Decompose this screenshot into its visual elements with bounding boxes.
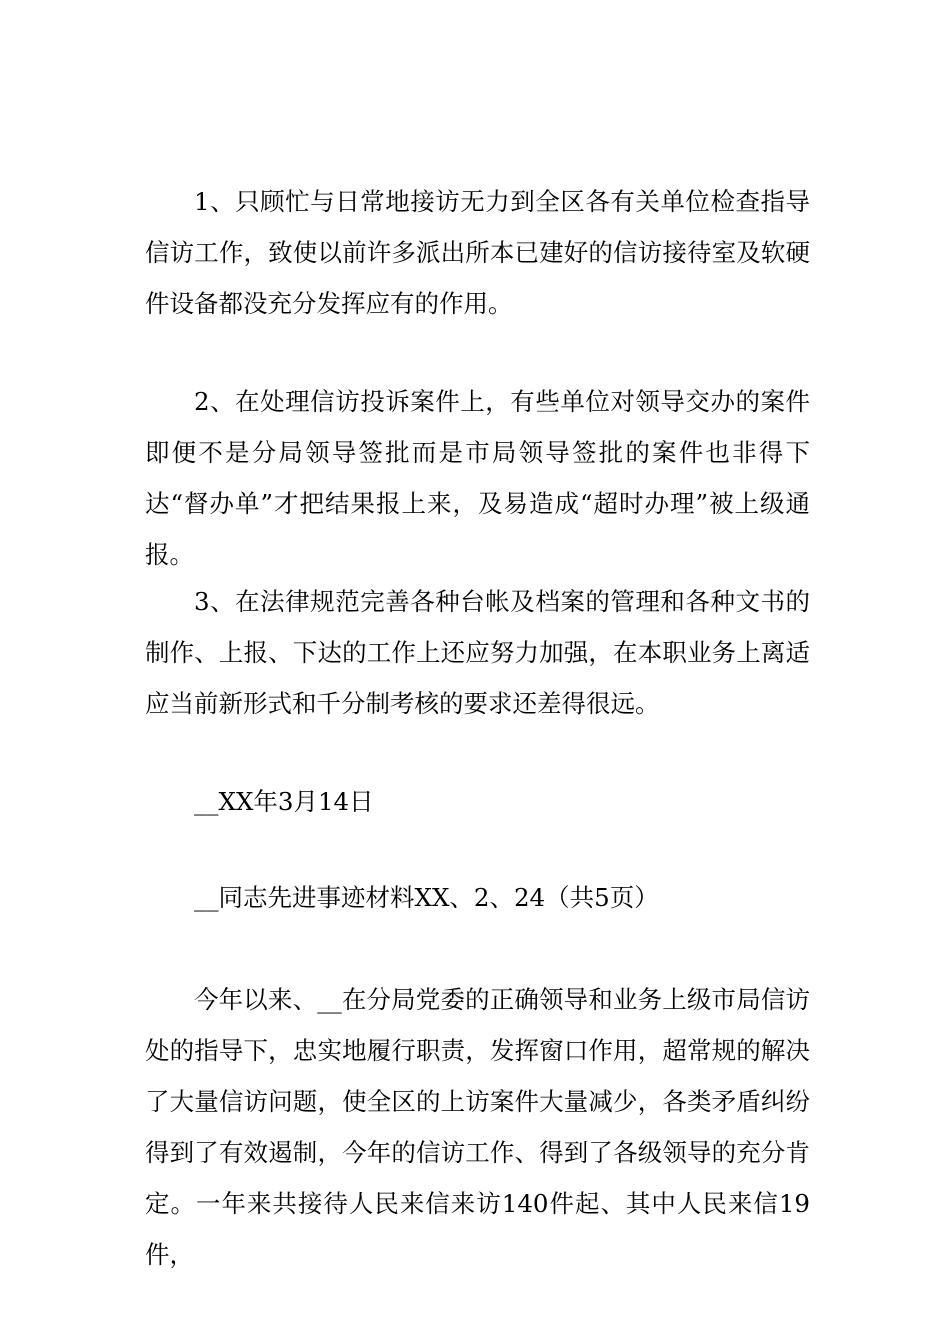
body-paragraph: 今年以来、__在分局党委的正确领导和业务上级市局信访处的指导下，忠实地履行职责，发挥窗口作用，超常规的解决了大量信访问题，使全区的上访案件大量减少，各类矛盾纠纷得到了有效遏制，今年的信访工作、得到了各级领导的充分肯定。一年来共接待人民来信来访140件起、其中人民来信19件， xyxy=(145,985,810,1269)
paragraph-1: 1、只顾忙与日常地接访无力到全区各有关单位检查指导信访工作，致使以前许多派出所本已建好的信访接待室及软硬件设备都没充分发挥应有的作用。 xyxy=(145,187,810,318)
paragraph-3: 3、在法律规范完善各种台帐及档案的管理和各种文书的制作、上报、下达的工作上还应努力加强，在本职业务上离适应当前新形式和千分制考核的要求还差得很远。 xyxy=(145,587,810,718)
paragraph-2: 2、在处理信访投诉案件上，有些单位对领导交办的案件即便不是分局领导签批而是市局领导签批的案件也非得下达“督办单”才把结果报上来，及易造成“超时办理”被上级通报。 xyxy=(145,387,810,569)
section-title: __同志先进事迹材料XX、2、24（共5页） xyxy=(194,883,659,912)
date-line: __XX年3月14日 xyxy=(194,787,374,816)
